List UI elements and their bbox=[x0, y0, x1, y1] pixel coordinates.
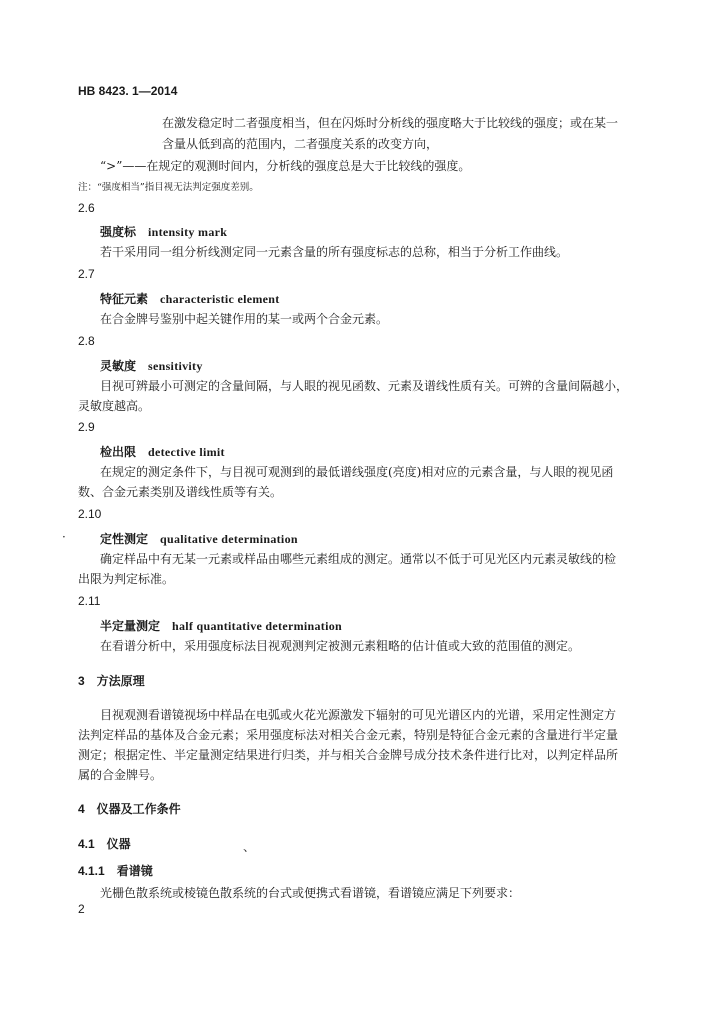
definition-2-10-line-2: 出限为判定标准。 bbox=[78, 572, 175, 586]
term-cn: 检出限 bbox=[100, 445, 137, 459]
clause-number-2-6: 2.6 bbox=[78, 201, 95, 215]
section-3-title: 3 方法原理 bbox=[78, 674, 145, 688]
term-cn: 特征元素 bbox=[100, 292, 149, 306]
term-2-9 bbox=[100, 443, 225, 460]
continuation-line-1: 在激发稳定时二者强度相当，但在闪烁时分析线的强度略大于比较线的强度；或在某一 bbox=[162, 116, 619, 130]
section-4-title: 4 仪器及工作条件 bbox=[78, 802, 181, 816]
term-cn: 定性测定 bbox=[100, 532, 149, 546]
definition-2-9-line-1: 在规定的测定条件下，与目视可观测到的最低谱线强度(亮度)相对应的元素含量，与人眼的视见函 bbox=[100, 465, 614, 479]
definition-2-7-line-1: 在合金牌号鉴别中起关键作用的某一或两个合金元素。 bbox=[100, 312, 389, 326]
section-3-line-4: 属的合金牌号。 bbox=[78, 768, 163, 782]
section-4-1-1-line-1: 光栅色散系统或棱镜色散系统的台式或便携式看谱镜，看谱镜应满足下列要求： bbox=[100, 886, 521, 900]
definition-2-6-line-1: 若干采用同一组分析线测定同一元素含量的所有强度标志的总称，相当于分析工作曲线。 bbox=[100, 245, 569, 259]
clause-number-2-8: 2.8 bbox=[78, 334, 95, 348]
term-2-11 bbox=[100, 617, 342, 634]
section-3-line-1: 目视观测看谱镜视场中样品在电弧或火花光源激发下辐射的可见光谱区内的光谱，采用定性测定方 bbox=[100, 708, 617, 722]
clause-number-2-7: 2.7 bbox=[78, 267, 95, 281]
section-3-line-2: 法判定样品的基体及合金元素；采用强度标法对相关合金元素，特别是特征合金元素的含量进行半定量 bbox=[78, 728, 619, 742]
definition-2-9-line-2: 数、合金元素类别及谱线性质等有关。 bbox=[78, 485, 283, 499]
definition-2-8-line-1: 目视可辨最小可测定的含量间隔，与人眼的视见函数、元素及谱线性质有关。可辨的含量间隔越小， bbox=[100, 379, 629, 393]
definition-2-8-line-2: 灵敏度越高。 bbox=[78, 399, 151, 413]
stray-mark: 、 bbox=[243, 840, 256, 854]
term-2-7 bbox=[100, 290, 280, 307]
stray-mark: · bbox=[62, 530, 66, 544]
page-number: 2 bbox=[78, 902, 85, 916]
clause-number-2-9: 2.9 bbox=[78, 420, 95, 434]
document-header: HB 8423. 1—2014 bbox=[78, 84, 178, 98]
term-en: sensitivity bbox=[148, 359, 203, 373]
note: 注：“强度相当”指目视无法判定强度差别。 bbox=[78, 182, 259, 193]
section-4-1-title: 4.1 仪器 bbox=[78, 837, 131, 851]
term-en: characteristic element bbox=[160, 292, 280, 306]
section-4-1-1-title: 4.1.1 看谱镜 bbox=[78, 864, 153, 878]
term-en: intensity mark bbox=[148, 225, 228, 239]
term-cn: 灵敏度 bbox=[100, 359, 137, 373]
term-en: qualitative determination bbox=[160, 532, 298, 546]
term-cn: 半定量测定 bbox=[100, 619, 161, 633]
term-cn: 强度标 bbox=[100, 225, 137, 239]
term-en: half quantitative determination bbox=[172, 619, 342, 633]
clause-number-2-11: 2.11 bbox=[78, 594, 101, 608]
section-3-line-3: 测定；根据定性、半定量测定结果进行归类，并与相关合金牌号成分技术条件进行比对，以判定样品所 bbox=[78, 748, 619, 762]
continuation-line-2: 含量从低到高的范围内，二者强度关系的改变方向， bbox=[162, 137, 439, 151]
term-2-8 bbox=[100, 357, 203, 374]
term-2-6 bbox=[100, 223, 227, 240]
term-2-10 bbox=[100, 530, 298, 547]
continuation-line-3: “>”——在规定的观测时间内，分析线的强度总是大于比较线的强度。 bbox=[100, 159, 471, 173]
term-en: detective limit bbox=[148, 445, 225, 459]
clause-number-2-10: 2.10 bbox=[78, 507, 102, 521]
definition-2-11-line-1: 在看谱分析中，采用强度标法目视观测判定被测元素粗略的估计值或大致的范围值的测定。 bbox=[100, 639, 581, 653]
definition-2-10-line-1: 确定样品中有无某一元素或样品由哪些元素组成的测定。通常以不低于可见光区内元素灵敏线的检 bbox=[100, 552, 617, 566]
